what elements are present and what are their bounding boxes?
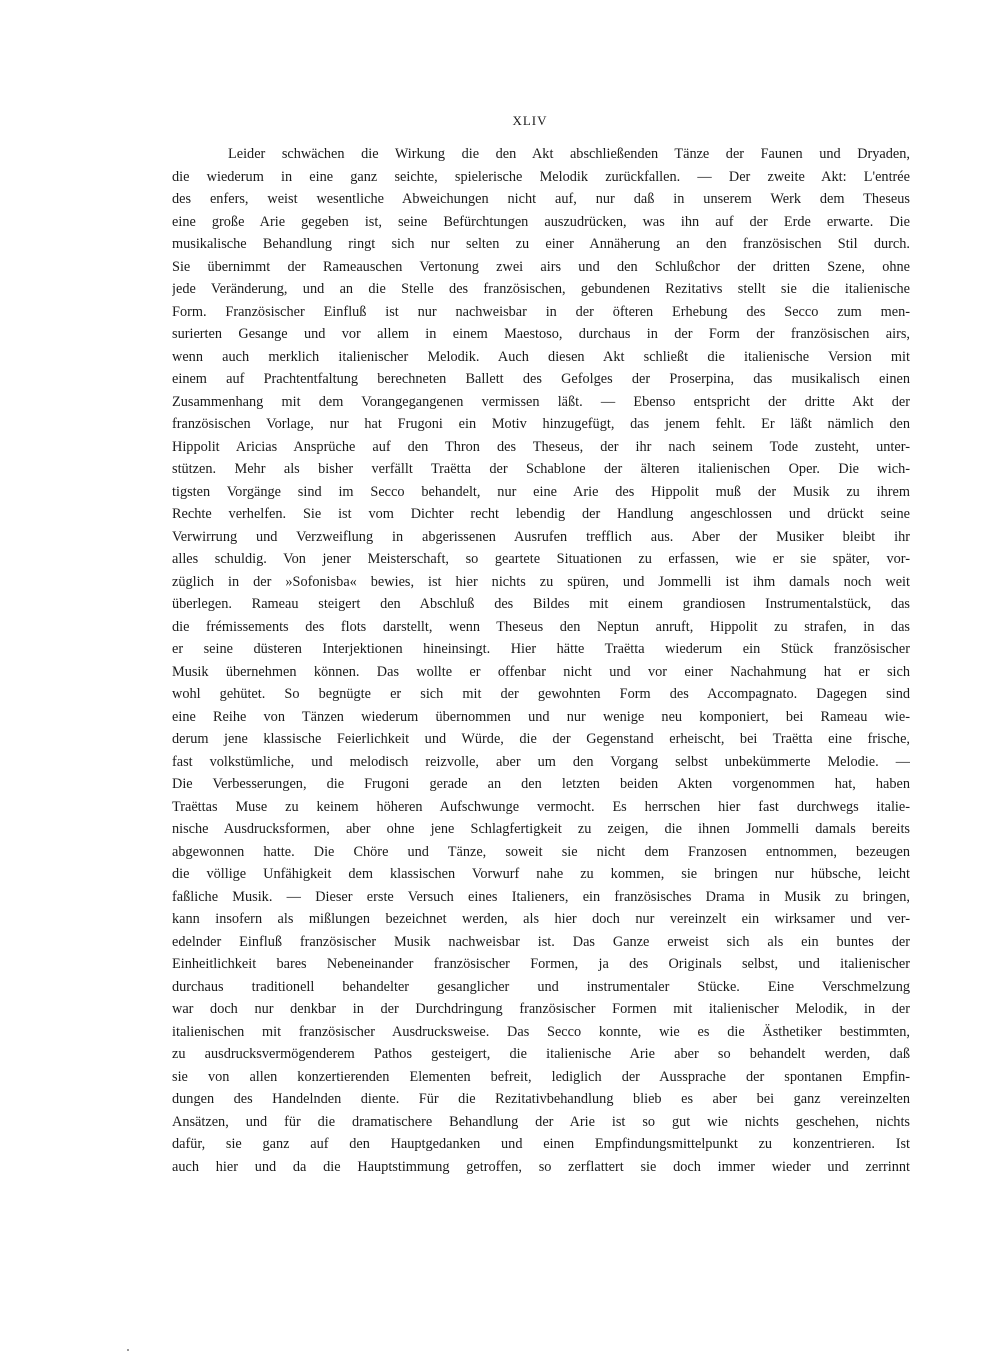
text-line: Einheitlichkeit bares Nebeneinander französischer Formen, ja des Originals selbst, und italienischer (172, 956, 910, 972)
text-line: alles schuldig. Von jener Meisterschaft, so geartete Situationen zu erfassen, wie er sie später, vor- (172, 551, 910, 567)
text-line: des enfers, weist wesentliche Abweichungen nicht auf, nur daß in unserem Werk dem Theseus (172, 191, 910, 207)
text-line: sie von allen konzertierenden Elementen befreit, lediglich der Aussprache der spontanen Empfin- (172, 1068, 910, 1085)
text-line: dungen des Handelnden diente. Für die Rezitativbehandlung blieb es aber bei ganz vereinzelten (172, 1091, 910, 1107)
text-line: Zusammenhang mit dem Vorangegangenen vermissen läßt. — Ebenso entspricht der dritte Akt der (172, 393, 910, 410)
text-line: tigsten Vorgänge sind im Secco behandelt, nur eine Arie des Hippolit muß der Musik zu ihrem (172, 483, 910, 500)
text-line: die wiederum in eine ganz seichte, spielerische Melodik zurückfallen. — Der zweite Akt: L'entrée (172, 168, 910, 185)
text-line: abgewonnen hatte. Die Chöre und Tänze, soweit sie nicht dem Franzosen entnommen, bezeugen (172, 843, 910, 860)
text-line: fast volkstümliche, und melodisch reizvolle, aber um den Vorgang selbst unbekümmerte Melodie. — (172, 753, 910, 770)
text-line: Leider schwächen die Wirkung die den Akt abschließenden Tänze der Faunen und Dryaden, (228, 146, 910, 162)
text-line: züglich in der »Sofonisba« bewies, ist hier nichts zu spüren, und Jommelli ist ihm damals noch weit (172, 573, 910, 590)
text-line: surierten Gesange und vor allem in einem Maestoso, durchaus in der Form der französischen airs, (172, 326, 910, 342)
text-line: wohl gehütet. So begnügte er sich mit der gewohnten Form des Accompagnato. Dagegen sind (172, 686, 910, 702)
text-line: auch hier und da die Hauptstimmung getroffen, so zerflattert sie doch immer wieder und zerrinnt (172, 1158, 910, 1175)
text-line: nische Ausdrucksformen, aber ohne jene Schlagfertigkeit zu zeigen, die ihnen Jommelli damals bereits (172, 821, 910, 837)
text-line: überlegen. Rameau steigert den Abschluß des Bildes mit einem grandiosen Instrumentalstück, das (172, 596, 910, 612)
text-line: jede Veränderung, und an die Stelle des französischen, gebundenen Rezitativs stellt sie die italienische (172, 281, 910, 297)
text-line: er seine düsteren Interjektionen hineinsingt. Hier hätte Traëtta wiederum ein Stück französischer (172, 641, 910, 657)
text-line: Ansätzen, und für die dramatischere Behandlung der Arie ist so gut wie nichts geschehen, nichts (172, 1113, 910, 1130)
text-line: stützen. Mehr als bisher verfällt Traëtta der Schablone der älteren italienischen Oper. Die wich- (172, 461, 910, 477)
text-line: Hippolit Aricias Ansprüche auf den Thron des Theseus, der ihr nach seinem Tode zusteht, unter- (172, 438, 910, 455)
text-line: Form. Französischer Einfluß ist nur nachweisbar in der öfteren Erhebung des Secco zum men- (172, 303, 910, 320)
text-line: Rechte verhelfen. Sie ist vom Dichter recht lebendig der Handlung angeschlossen und drückt seine (172, 506, 910, 522)
text-line: Sie übernimmt der Rameauschen Vertonung zwei airs und den Schlußchor der dritten Szene, ohne (172, 258, 910, 275)
text-line: eine Reihe von Tänzen wiederum übernommen und nur wenige neu komponiert, bei Rameau wie- (172, 708, 910, 725)
text-line: faßliche Musik. — Dieser erste Versuch eines Italieners, ein französisches Drama in Musik zu bringen, (172, 888, 910, 905)
text-line: Traëttas Muse zu keinem höheren Aufschwunge vermocht. Es herrschen hier fast durchwegs italie- (172, 798, 910, 815)
text-line: Verwirrung und Verzweiflung in abgerissenen Ausrufen trefflich aus. Aber der Musiker bleibt ihr (172, 528, 910, 545)
text-line: derum jene klassische Feierlichkeit und Würde, die der Gegenstand erheischt, bei Traëtta eine frische, (172, 731, 910, 747)
scan-speck (127, 1349, 129, 1351)
text-line: die frémissements des flots darstellt, wenn Theseus den Neptun anruft, Hippolit zu strafen, in das (172, 618, 910, 635)
page-number: XLIV (512, 113, 548, 128)
text-line: die völlige Unfähigkeit dem klassischen Vorwurf nahe zu kommen, sie bringen nur hübsche, leicht (172, 866, 910, 882)
body-text (172, 143, 910, 1178)
text-line: dafür, sie ganz auf den Hauptgedanken und einen Empfindungsmittelpunkt zu konzentrieren. Ist (172, 1136, 910, 1152)
text-line: zu ausdrucksvermögenderem Pathos gesteigert, die italienische Arie aber so behandelt werden, daß (172, 1046, 910, 1062)
text-line: Die Verbesserungen, die Frugoni gerade an den letzten beiden Akten vorgenommen hat, haben (172, 776, 910, 792)
text-line: musikalische Behandlung ringt sich nur selten zu einer Annäherung an den französischen Stil durch. (172, 236, 910, 252)
text-line: französischen Vorlage, nur hat Frugoni ein Motiv hinzugefügt, das jenem fehlt. Er läßt nämlich den (172, 416, 910, 432)
text-line: edelnder Einfluß französischer Musik nachweisbar ist. Das Ganze erweist sich als ein buntes der (172, 933, 910, 950)
text-line: war doch nur denkbar in der Durchdringung französischer Formen mit italienischer Melodik, in der (172, 1001, 910, 1017)
text-line: eine große Arie gegeben ist, seine Befürchtungen auszudrücken, was ihn auf der Erde erwarte. Die (172, 213, 910, 230)
text-line: einem auf Prachtentfaltung berechneten Ballett des Gefolges der Proserpina, das musikalisch einen (172, 371, 910, 387)
text-line: kann insofern als mißlungen bezeichnet werden, als hier doch nur vereinzelt ein wirksamer und ver- (172, 911, 910, 927)
text-line: Musik übernehmen können. Das wollte er offenbar nicht und vor einer Nachahmung hat er sich (172, 663, 910, 680)
text-line: durchaus traditionell behandelter gesanglicher und instrumentaler Stücke. Eine Verschmelzung (172, 978, 910, 995)
text-line: italienischen mit französischer Ausdrucksweise. Das Secco konnte, wie es die Ästhetiker bestimmten, (172, 1023, 910, 1040)
text-line: wenn auch merklich italienischer Melodik. Auch diesen Akt schließt die italienische Version mit (172, 348, 910, 365)
